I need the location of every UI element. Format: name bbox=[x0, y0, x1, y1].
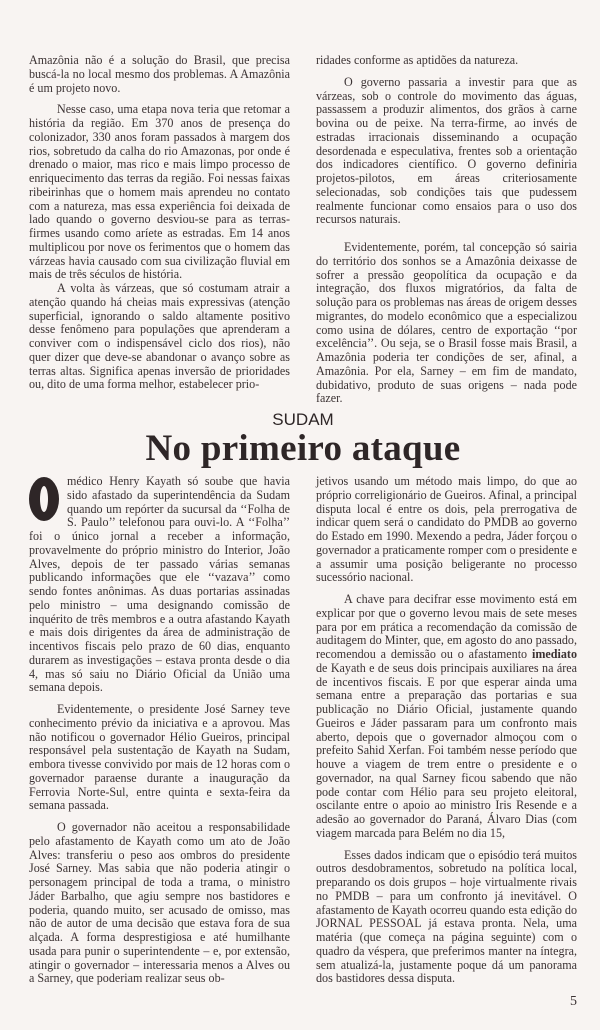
paragraph: Nesse caso, uma etapa nova teria que retomar a história da região. Em 370 anos de presença do colonizador, 330 anos foram passados à margem dos rios, sobretudo da calha do rio Amazonas, por onde é drenado o maior, mas rico e mais limpo processo de enriquecimento das terras da região. Foi nessas faixas ribeirinhas que o homem mais aprendeu no contato com a natureza, mas essa experiência foi deixada de lado quando o governo desviou-se para as terras-firmes usando como aríete as estradas. Em 14 anos multiplicou por nove os ferimentos que o homem das várzeas havia causado com sua civilização fluvial em mais de três séculos de história. bbox=[29, 102, 290, 282]
top-article-left-column bbox=[29, 54, 290, 392]
article bbox=[29, 475, 577, 986]
top-article bbox=[29, 54, 577, 406]
page-number: 5 bbox=[570, 994, 577, 1009]
text: de Kayath e de seus dois principais auxiliares na área de incentivos fiscais. E por que esperar ainda uma semana entre a preparação das portarias e sua publicação no Diário Oficial, justamente quando Gueiros e Jáder passaram para um confronto mais aberto, depois que o governador almoçou com o prefeito Sahid Xerfan. Foi também nesse período que houve a viagem de trem entre o presidente e o governador, na qual Sarney ficou sabendo que não pode contar com Hélio para seu projeto eleitoral, oscilante entre o apoio ao ministro Iris Resende e a adesão ao governador do Paraná, Álvaro Dias (com viagem marcada para Belém no dia 15, bbox=[316, 660, 577, 840]
paragraph: jetivos usando um método mais limpo, do que ao próprio correligionário de Gueiros. Afinal, a principal disputa local é entre os dois, pela prerrogativa de indicar quem será o candidato do PMDB ao governo do Estado em 1990. Mexendo a pedra, Jáder forçou o governador a praticamente romper com o presidente e a assumir uma posição beligerante no processo sucessório nacional. bbox=[316, 474, 577, 585]
paragraph: O governador não aceitou a responsabilidade pelo afastamento de Kayath como um ato de João Alves: transferiu o peso aos ombros do presidente José Sarney. Mas sabia que não poderia atingir o personagem principal de toda a trama, o ministro Jáder Barbalho, que agiu sempre nos bastidores e poderia, quando muito, ser acusado de omisso, mas não de autor de uma decisão que estava fora de sua alçada. A forma desprestigiosa e até humilhante usada para punir o superintendente – e, por extensão, atingir o governador – interessaria menos a Alves ou a Sarney, que poderiam realizar seus ob- bbox=[29, 820, 290, 986]
article-right-column bbox=[316, 475, 577, 986]
drop-cap-o bbox=[29, 477, 59, 521]
paragraph: A volta às várzeas, que só costumam atrair a atenção quando há cheias mais expressivas (atenção superficial, ignorando o saldo altamente positivo desse fenômeno para populações que aprenderam a conviver com o indispensável ciclo dos rios), não quer dizer que deve-se abandonar o avanço sobre as terras altas. Significa apenas inversão de prioridades ou, dito de uma forma melhor, estabelecer prio- bbox=[29, 281, 290, 392]
text: A chave para decifrar esse movimento está em explicar por que o governo levou mais de sete meses para por em prática a recomendação da comissão de auditagem do Minter, que, em agosto do ano passado, recomendou a demissão ou o afastamento bbox=[316, 592, 577, 661]
emphasis: imediato bbox=[531, 647, 577, 661]
paragraph: médico Henry Kayath só soube que havia sido afastado da superintendência da Sudam quando um repórter da sucursal da ‘‘Folha de S. Paulo’’ telefonou para ouvi-lo. A ‘‘Folha’’ foi o único jornal a receber a informação, provavelmente do próprio ministro do Interior, João Alves, depois de ter passado várias semanas publicando informações que ele ‘‘vazava’’ como sendo fontes anônimas. As duas portarias assinadas pelo ministro – uma designando comissão de inquérito de três membros e a outra afastando Kayath e mais dois dirigentes da área de administração de incentivos fiscais pelo prazo de 60 dias, enquanto durarem as investigações – estava pronta desde o dia 4, mas só saiu no Diário Oficial da União uma semana depois. bbox=[29, 474, 290, 695]
paragraph: Evidentemente, o presidente José Sarney teve conhecimento prévio da iniciativa e a aprovou. Mas não notificou o governador Hélio Gueiros, principal responsável pela sustentação de Kayath na Sudam, embora tivesse convivido por mais de 12 horas com o governador paraense durante a inauguração da Ferrovia Norte-Sul, entre quinta e sexta-feira da semana passada. bbox=[29, 702, 290, 813]
paragraph: Esses dados indicam que o episódio terá muitos outros desdobramentos, sobretudo na política local, preparando os dois grupos – hoje virtualmente rivais no PMDB – para um confronto já inevitável. O afastamento de Kayath ocorreu quando esta edição do JORNAL PESSOAL já estava pronta. Nela, uma matéria (que começa na página seguinte) com o quadro da véspera, que preferimos manter na íntegra, sem atualizá-la, justamente poque dá um panorama dos bastidores dessa disputa. bbox=[316, 847, 577, 986]
paragraph: Amazônia não é a solução do Brasil, que precisa buscá-la no local mesmo dos problemas. A Amazônia é um projeto novo. bbox=[29, 53, 290, 95]
paragraph: ridades conforme as aptidões da natureza. bbox=[316, 53, 519, 67]
article-left-column bbox=[29, 475, 290, 986]
paragraph: Evidentemente, porém, tal concepção só sairia do território dos sonhos se a Amazônia deixasse de sofrer a pressão geopolítica da ocupação e da integração, dos fluxos migratórios, da falta de solução para os problemas nas áreas de origem desses migrantes, do modelo econômico que a especializou como usina de dólares, centro de exportação ‘‘por excelência’’. Ou seja, se o Brasil fosse mais Brasil, a Amazônia poderia ter condições de ser, afinal, a Amazônia. Por ela, Sarney – em fim de mandato, dubidativo, produto de suas origens – nada pode fazer. bbox=[316, 240, 577, 406]
paragraph: O governo passaria a investir para que as várzeas, sob o controle do movimento das águas, passassem a produzir alimentos, dos grãos à carne bovina ou de peixe. Na terra-firme, ao invés de estradas irracionais disseminando a ocupação desordenada e especulativa, frentes sob a orientação dos indicadores científico. O governo definiria projetos-pilotos, em áreas criteriosamente selecionadas, sob condições tais que pudessem realmente funcionar como ensaios para o uso dos recursos naturais. bbox=[316, 74, 577, 227]
top-article-right-column bbox=[316, 54, 577, 406]
section-kicker: SUDAM bbox=[272, 410, 334, 429]
paragraph bbox=[316, 593, 577, 841]
article-headline: No primeiro ataque bbox=[145, 428, 461, 469]
